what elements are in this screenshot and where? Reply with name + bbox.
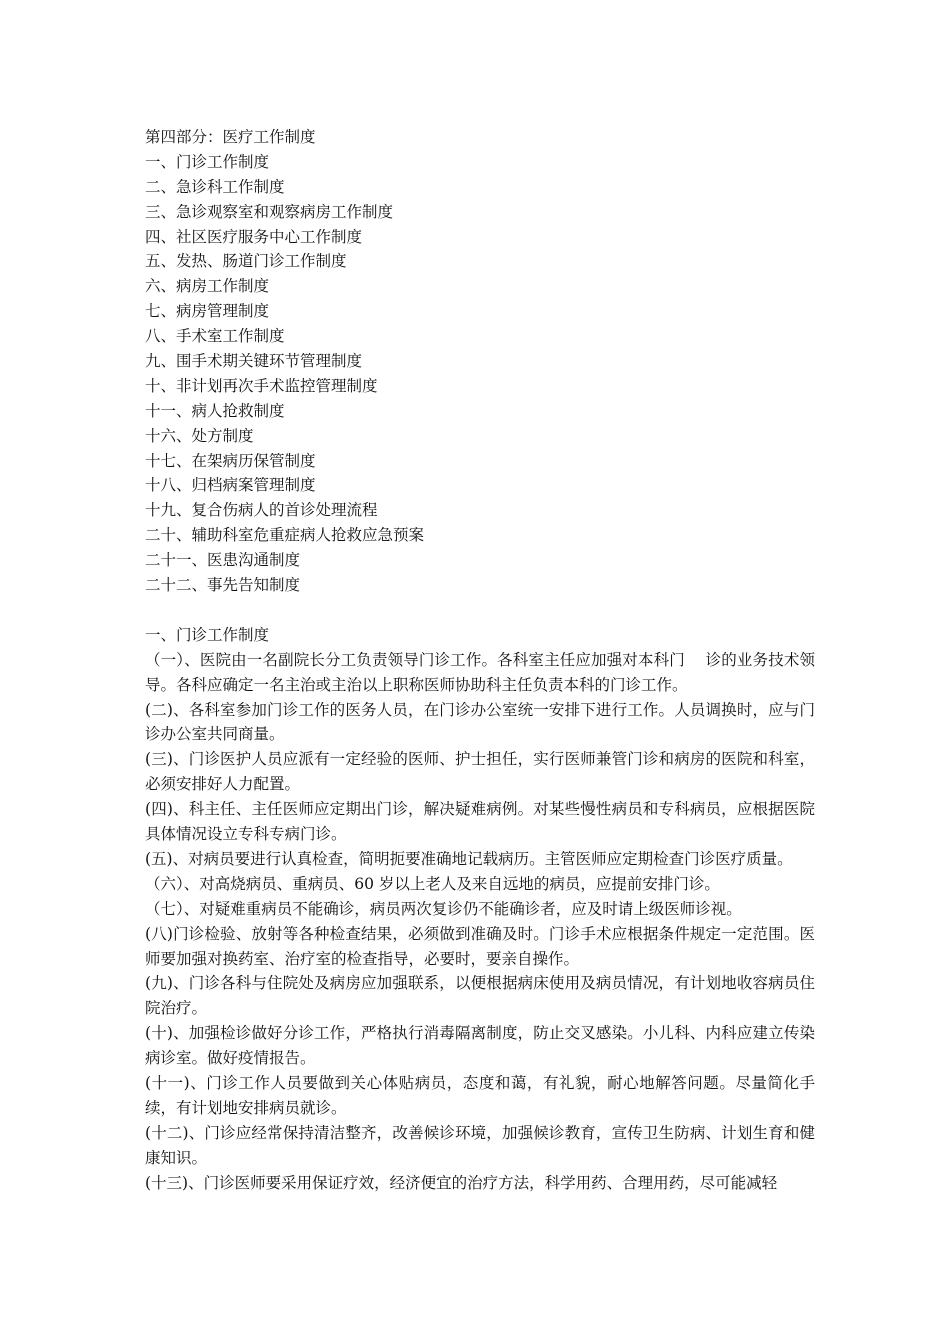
paragraph: （六）、对高烧病员、重病员、60 岁以上老人及来自远地的病员，应提前安排门诊。 xyxy=(145,874,720,893)
table-of-contents xyxy=(145,150,815,598)
blank-line xyxy=(145,598,815,623)
paragraph: (十一)、门诊工作人员要做到关心体贴病员，态度和蔼，有礼貌，耐心地解答问题。尽量简化手续，有计划地安排病员就诊。 xyxy=(145,1074,815,1118)
toc-item: 六、病房工作制度 xyxy=(145,277,270,296)
document-page xyxy=(145,125,815,1196)
toc-item: 十一、病人抢救制度 xyxy=(145,401,285,420)
toc-item: 十七、在架病历保管制度 xyxy=(145,451,316,470)
toc-item: 七、病房管理制度 xyxy=(145,302,270,321)
toc-item: 八、手术室工作制度 xyxy=(145,327,285,346)
toc-item: 十九、复合伤病人的首诊处理流程 xyxy=(145,501,378,520)
paragraph: (三)、门诊医护人员应派有一定经验的医师、护士担任，实行医师兼管门诊和病房的医院和科室，必须安排好人力配置。 xyxy=(145,750,815,794)
paragraph: (八)门诊检验、放射等各种检查结果，必须做到准确及时。门诊手术应根据条件规定一定范围。医师要加强对换药室、治疗室的检查指导，必要时，要亲自操作。 xyxy=(145,924,815,968)
toc-item: 四、社区医疗服务中心工作制度 xyxy=(145,227,363,246)
part-title: 第四部分：医疗工作制度 xyxy=(145,128,316,146)
toc-item: 三、急诊观察室和观察病房工作制度 xyxy=(145,202,394,221)
toc-item: 九、围手术期关键环节管理制度 xyxy=(145,352,363,371)
toc-item: 二十、辅助科室危重症病人抢救应急预案 xyxy=(145,526,425,545)
toc-item: 二十一、医患沟通制度 xyxy=(145,551,301,570)
paragraph: （七）、对疑难重病员不能确诊，病员两次复诊仍不能确诊者，应及时请上级医师诊视。 xyxy=(145,899,742,918)
paragraph: （一）、医院由一名副院长分工负责领导门诊工作。各科室主任应加强对本科门 诊的业务技术领导。各科应确定一名主治或主治以上职称医师协助科主任负责本科的门诊工作。 xyxy=(145,650,815,694)
toc-item: 一、门诊工作制度 xyxy=(145,152,270,171)
paragraph: (十二)、门诊应经常保持清洁整齐，改善候诊环境，加强候诊教育，宣传卫生防病、计划生育和健康知识。 xyxy=(145,1123,815,1167)
paragraph: (五)、对病员要进行认真检查，简明扼要准确地记载病历。主管医师应定期检查门诊医疗质量。 xyxy=(145,849,793,868)
toc-item: 十、非计划再次手术监控管理制度 xyxy=(145,376,378,395)
section-body xyxy=(145,648,815,1196)
toc-item: 二十二、事先告知制度 xyxy=(145,576,301,595)
toc-item: 五、发热、肠道门诊工作制度 xyxy=(145,252,347,271)
paragraph: (九)、门诊各科与住院处及病房应加强联系，以便根据病床使用及病员情况，有计划地收容病员住院治疗。 xyxy=(145,974,815,1018)
toc-item: 十六、处方制度 xyxy=(145,426,254,445)
paragraph: (四)、科主任、主任医师应定期出门诊，解决疑难病例。对某些慢性病员和专科病员，应根据医院具体情况设立专科专病门诊。 xyxy=(145,800,815,844)
paragraph: (十三)、门诊医师要采用保证疗效，经济便宜的治疗方法，科学用药、合理用药，尽可能减轻 xyxy=(145,1173,778,1192)
paragraph: (十)、加强检诊做好分诊工作，严格执行消毒隔离制度，防止交叉感染。小儿科、内科应建立传染病诊室。做好疫情报告。 xyxy=(145,1024,815,1068)
toc-item: 十八、归档病案管理制度 xyxy=(145,476,316,495)
toc-item: 二、急诊科工作制度 xyxy=(145,177,285,196)
paragraph: (二)、各科室参加门诊工作的医务人员，在门诊办公室统一安排下进行工作。人员调换时，应与门诊办公室共同商量。 xyxy=(145,700,815,744)
section-title: 一、门诊工作制度 xyxy=(145,625,270,644)
